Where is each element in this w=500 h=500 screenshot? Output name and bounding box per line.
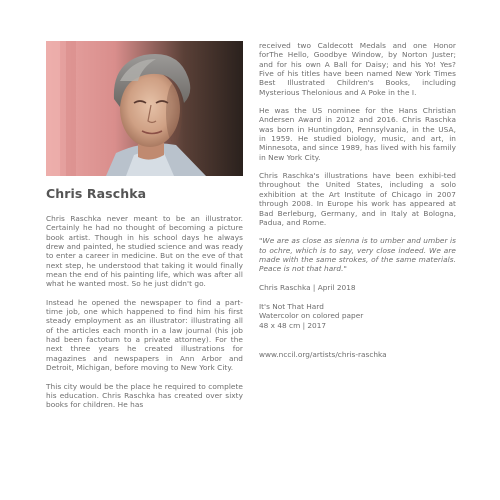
artwork-medium: Watercolor on colored paper (259, 311, 364, 321)
bio-paragraph-1: Chris Raschka never meant to be an illustrator. Certainly he had no thought of becoming a picture book artist. Though in his school days he always drew and painted, he studied science and was ready to enter a career in medicine. But on the eve of that next step, he understood that taking it would finally mean the end of his painting life, which was after all what he wanted most. So he just didn't go. (46, 214, 243, 289)
right-column (259, 41, 456, 359)
artist-url-link[interactable]: www.nccil.org/artists/chris-raschka (259, 349, 387, 359)
author-name: Chris Raschka (46, 186, 147, 201)
author-photo (46, 41, 243, 176)
author-portrait-image (46, 41, 243, 176)
bio-paragraph-6: Chris Raschka's illustrations have been exhibi-ted throughout the United States, including a solo exhibition at the Art Institute of Chicago in 2007 through 2008. In Europe his work has appeared at Bad Berleburg, Germany, and in Italy at Bologna, Padua, and Rome. (259, 171, 456, 227)
artwork-details (259, 302, 456, 330)
bio-paragraph-5: He was the US nominee for the Hans Christian Andersen Award in 2012 and 2016. Chris Raschka was born in Huntingdon, Pennsylvania, in the USA, in 1959. He studied biology, music, and art, in Minnesota, and since 1989, has lived with his family in New York City. (259, 106, 456, 162)
artwork-title: It's Not That Hard (259, 301, 324, 311)
bio-paragraph-4: received two Caldecott Medals and one Honor forThe Hello, Goodbye Window, by Norton Juster; and for his own A Ball for Daisy; and his Yo! Yes? Five of his titles have been named New York Times Best Illustrated Children's Books, including Mysterious Thelonious and A Poke in the I. (259, 41, 456, 97)
bio-paragraph-2: Instead he opened the newspaper to find a part-time job, one which happened to find him his first steady employment as an illustrator: illustrating all of the articles each month in a law journal (his job had been factotum to a private attorney). For the next three years he created illustrations for magazines and newspapers in Ann Arbor and Detroit, Michigan, before moving to New York City. (46, 297, 243, 373)
artwork-dimensions: 48 x 48 cm | 2017 (259, 320, 327, 330)
bio-paragraph-3: This city would be the place he required to complete his education. Chris Raschka has created over sixty books for children. He has (46, 381, 243, 410)
artist-quote: "We are as close as sienna is to umber and umber is to ochre, which is to say, very close indeed. We are made with the same strokes, of the same materials. Peace is not that hard." (259, 236, 456, 274)
left-column (46, 41, 243, 410)
quote-credit: Chris Raschka | April 2018 (259, 282, 356, 292)
